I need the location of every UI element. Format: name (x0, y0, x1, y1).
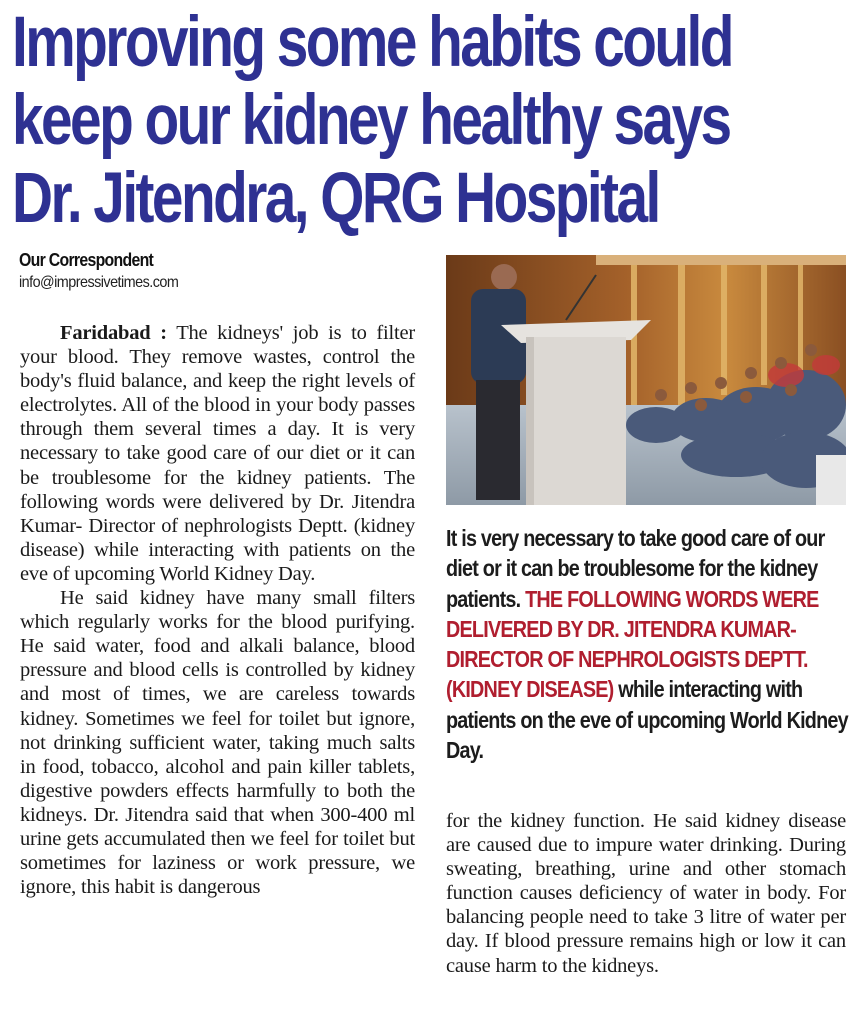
pull-quote-outro: while interacting with patients on the eve of upcoming World Kidney Day. (446, 676, 848, 764)
headline (12, 3, 732, 238)
speaker-at-podium-image (446, 255, 846, 505)
dateline: Faridabad : (60, 322, 167, 344)
byline (19, 250, 196, 292)
paragraph-3: for the kidney function. He said kidney disease are caused due to impure water drinking. During sweating, breathing, urine and other stomach function causes deficiency of water in body. For balancing people need to take 3 litre of water per day. If blood pressure remains high or low it can cause harm to the kidneys. (446, 810, 846, 977)
byline-author: Our Correspondent (19, 250, 154, 270)
pull-quote-intro: It is very necessary to take good care of our diet or it can be troublesome for the kidney patients. (446, 525, 825, 612)
pull-quote (446, 523, 851, 765)
paragraph-1 (20, 321, 415, 586)
right-column (446, 809, 846, 978)
headline-line-1: Improving some habits could (12, 3, 732, 82)
paragraph-1-text: The kidneys' job is to filter your blood. They remove wastes, control the body's fluid balance, and keep the right levels of electrolytes. All of the blood in your body passes through them several times a day. It is very necessary to take good care of our diet or it can be troublesome for the kidney patients. The following words were delivered by Dr. Jitendra Kumar- Director of nephrologists Deptt. (kidney disease) while interacting with patients on the eve of upcoming World Kidney Day. (20, 322, 415, 585)
article-photo (446, 255, 846, 505)
byline-email[interactable]: info@impressivetimes.com (19, 274, 179, 291)
headline-line-3: Dr. Jitendra, QRG Hospital (12, 159, 659, 238)
headline-line-2: keep our kidney healthy says (12, 81, 730, 160)
left-column (20, 321, 415, 899)
paragraph-2: He said kidney have many small filters which regularly works for the blood purifying. He said water, food and alkali balance, blood pressure and blood cells is controlled by kidney and most of times, we are careless towards kidney. Sometimes we feel for toilet but ignore, not drinking sufficient water, taking much salts in food, tobacco, alcohol and pain killer tablets, digestive powders effects harmfully to both the kidneys. Dr. Jitendra said that when 300-400 ml urine gets accumulated then we feel for toilet but sometimes for laziness or work pressure, we ignore, this habit is dangerous (20, 587, 415, 899)
pull-quote-highlight: THE FOLLOWING WORDS WERE DELIVERED BY DR. JITENDRA KUMAR- DIRECTOR OF NEPHROLOGISTS DEPTT. (KIDNEY DISEASE) (446, 585, 819, 703)
